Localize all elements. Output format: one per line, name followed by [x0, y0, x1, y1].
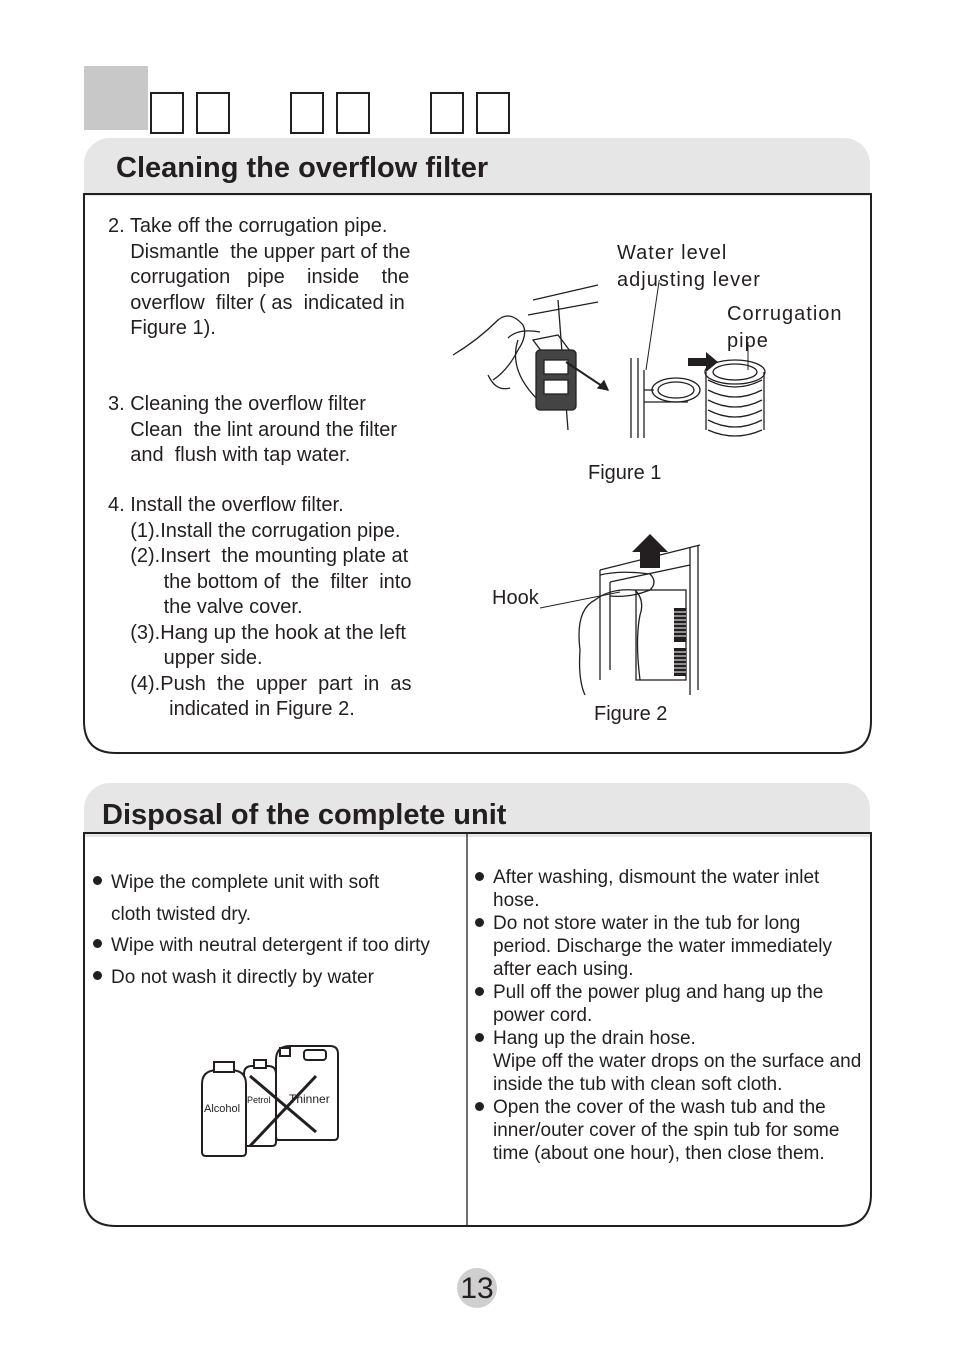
- header-missing-glyphs: [150, 92, 522, 138]
- missing-glyph-icon: [430, 92, 464, 134]
- step3-text: 3. Cleaning the overflow filter Clean the lint around the filter and flush with tap water.: [108, 393, 398, 466]
- disposal-left-list: [93, 867, 465, 993]
- label-water-level-2: adjusting lever: [617, 269, 761, 291]
- missing-glyph-icon: [196, 92, 230, 134]
- section1-title: Cleaning the overflow filter: [116, 152, 489, 184]
- list-item: After washing, dismount the water inlet hose.: [475, 866, 862, 912]
- label-corrugation-1: Corrugation: [727, 303, 843, 325]
- petrol-label: Petrol: [247, 1095, 271, 1105]
- section2-title: Disposal of the complete unit: [102, 799, 507, 831]
- list-item: Wipe the complete unit with soft cloth twisted dry.: [93, 867, 465, 930]
- figure2-caption: Figure 2: [594, 703, 668, 725]
- list-item: Open the cover of the wash tub and the inner/outer cover of the spin tub for some time (about one hour), then close them.: [475, 1096, 862, 1165]
- label-hook: Hook: [492, 587, 539, 609]
- list-item: Hang up the drain hose. Wipe off the water drops on the surface and inside the tub with clean soft cloth.: [475, 1027, 862, 1096]
- thinner-label: Thinner: [289, 1092, 330, 1106]
- label-water-level-1: Water level: [617, 242, 728, 264]
- label-corrugation-2: pipe: [727, 330, 769, 352]
- list-item: Do not store water in the tub for long period. Discharge the water immediately after each using.: [475, 912, 862, 981]
- list-item: Do not wash it directly by water: [93, 962, 465, 994]
- missing-glyph-icon: [290, 92, 324, 134]
- alcohol-label: Alcohol: [204, 1103, 241, 1115]
- step2-text: 2. Take off the corrugation pipe. Dismantle the upper part of the corrugation pipe inside the overflow filter ( as indicated in Figure 1).: [108, 215, 411, 339]
- figure1-caption: Figure 1: [588, 462, 662, 484]
- list-item: Wipe with neutral detergent if too dirty: [93, 930, 465, 962]
- figure2-illustration: [540, 530, 710, 700]
- missing-glyph-icon: [476, 92, 510, 134]
- page-number: 13: [457, 1268, 497, 1308]
- missing-glyph-icon: [336, 92, 370, 134]
- list-item: Pull off the power plug and hang up the power cord.: [475, 981, 862, 1027]
- disposal-right-list: [475, 866, 862, 1165]
- step4-text: 4. Install the overflow filter. (1).Install the corrugation pipe. (2).Insert the mounting plate at the bottom of the filter into the valve cover. (3).Hang up the hook at the left upper side. (4).Push the upper part in as indicated in Figure 2.: [108, 494, 412, 720]
- missing-glyph-icon: [150, 92, 184, 134]
- header-grey-square: [84, 66, 148, 130]
